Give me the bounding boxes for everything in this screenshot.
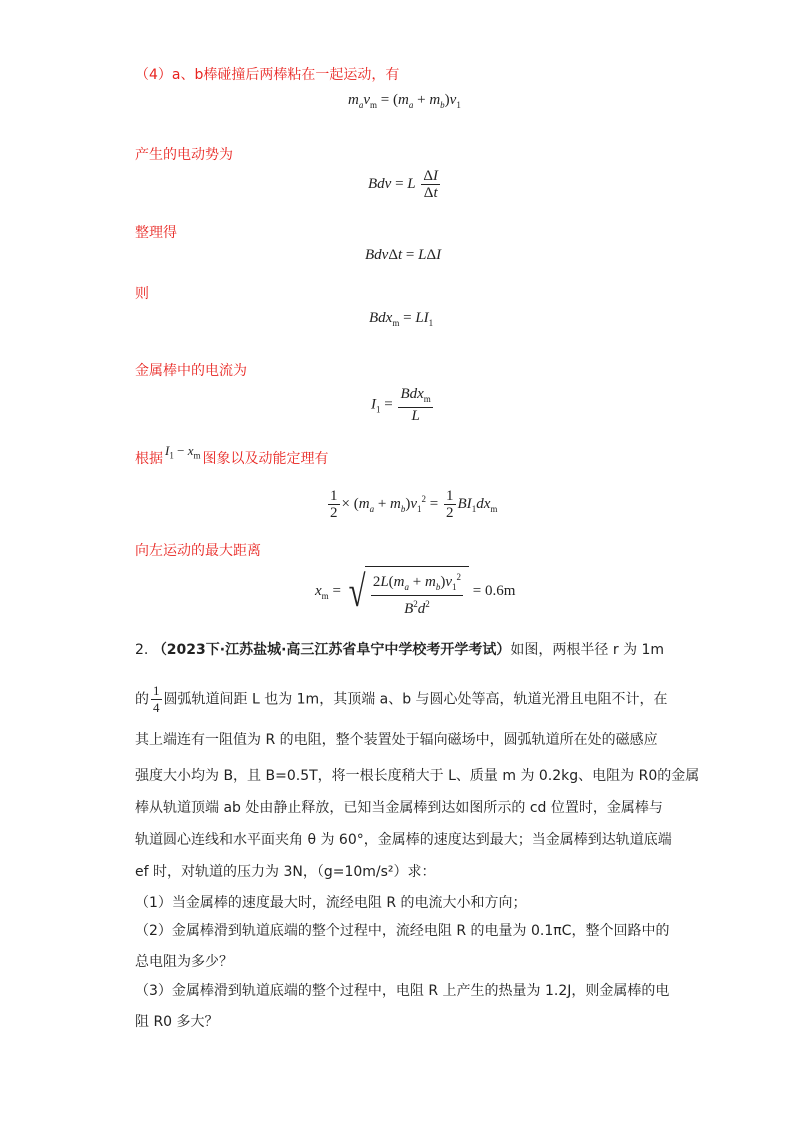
label-graph	[135, 443, 329, 469]
label-current: 金属棒中的电流为	[135, 363, 247, 379]
question-3-line-2: 阻 R0 多大？	[135, 1014, 219, 1030]
problem-line-5: 棒从轨道顶端 ab 处由静止释放，已知当金属棒到达如图所示的 cd 位置时，金属棒与	[135, 800, 663, 816]
result-value: = 0.6m	[472, 582, 516, 599]
line2-prefix: 的	[135, 691, 149, 708]
question-1: （1）当金属棒的速度最大时，流经电阻 R 的电流大小和方向；	[135, 895, 527, 911]
question-2-line-2: 总电阻为多少？	[135, 954, 233, 970]
problem-line1-tail: 如图，两根半径 r 为 1m	[510, 642, 665, 658]
problem-line-6: 轨道圆心连线和水平面夹角 θ 为 60°，金属棒的速度达到最大；当金属棒到达轨道底端	[135, 832, 672, 848]
equation-arranged: BdvΔt = LΔI	[365, 247, 442, 263]
label-arrange: 整理得	[135, 225, 177, 241]
label-emf: 产生的电动势为	[135, 147, 233, 163]
equation-current: $I_1$ = $\frac{Bdx_m}{L}$	[371, 386, 431, 424]
question-2-line-1: （2）金属棒滑到轨道底端的整个过程中，流经电阻 R 的电量为 0.1πC，整个回路中的	[135, 923, 670, 939]
problem-line-3: 其上端连有一阻值为 R 的电阻，整个装置处于辐向磁场中，圆弧轨道所在处的磁感应	[135, 732, 658, 748]
line2-rest: 圆弧轨道间距 L 也为 1m，其顶端 a、b 与圆心处等高，轨道光滑且电阻不计，在	[163, 691, 668, 708]
equation-displacement: $Bdx_m = LI_1$	[369, 310, 434, 328]
quarter-fraction: $\frac{1}{4}$	[153, 683, 160, 715]
problem-number: 2.	[135, 642, 149, 658]
problem-line-2	[135, 683, 668, 716]
label-max-distance: 向左运动的最大距离	[135, 543, 261, 559]
problem-source: （2023下·江苏盐城·高三江苏省阜宁中学校考开学考试）	[152, 642, 511, 658]
label-graph-prefix: 根据	[135, 451, 163, 467]
part4-intro: （4）a、b棒碰撞后两棒粘在一起运动，有	[135, 67, 400, 83]
problem-line-4: 强度大小均为 B，且 B=0.5T，将一根长度稍大于 L、质量 m 为 0.2kg、电阻为 R0的金属	[135, 768, 700, 784]
graph-symbol: $I_1 - x_m$	[165, 443, 201, 461]
equation-momentum: $m_av_m = (m_a + m_b)v_1$	[348, 92, 461, 110]
equation-max-distance: $x_m$ = √ $\frac{2L(m_a + m_b)v_1^2}{B^2d^2}$ = 0.6m	[315, 566, 516, 617]
problem-line-7: ef 时，对轨道的压力为 3N，（g=10m/s²）求：	[135, 864, 436, 880]
problem-first-line	[135, 640, 664, 660]
label-graph-suffix: 图象以及动能定理有	[202, 451, 329, 467]
equation-emf: Bdv = L $\frac{\Delta I}{\Delta t}$	[368, 168, 439, 201]
equation-energy: $\frac{1}{2}$ × $(m_a + m_b)v_1^2$ = $\frac{1}{2}$ $BI_1dx_m$	[330, 488, 498, 521]
label-then: 则	[135, 286, 149, 302]
question-3-line-1: （3）金属棒滑到轨道底端的整个过程中，电阻 R 上产生的热量为 1.2J，则金属棒的电	[135, 983, 670, 999]
